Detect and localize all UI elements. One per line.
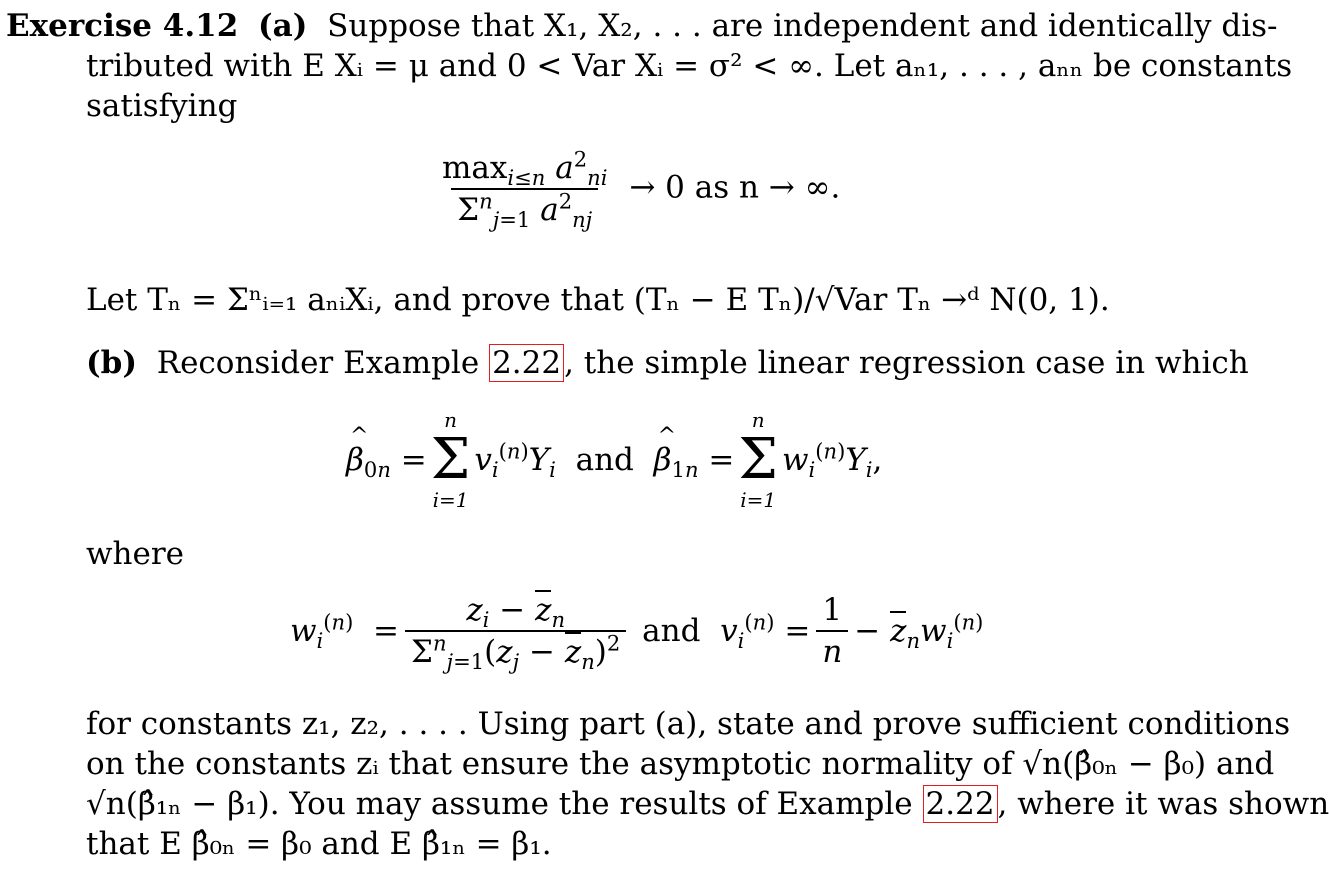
part-b-closing-line3: √n(β̂₁ₙ − β₁). You may assume the results of Example 2.22, where it was shown — [86, 786, 1329, 822]
part-a-line1: Suppose that X₁, X₂, . . . are independent and identically dis- — [327, 8, 1278, 44]
condition-tail: → 0 as n → ∞. — [629, 169, 841, 206]
exercise-label: Exercise 4.12 — [6, 8, 239, 44]
estimator-equation: ^ $\beta_{0n}$ = n Σ i=1 $v_i^{(n)}Y_i$ and ^ $\beta_{1n}$ = n Σ i=1 $w_i^{(n)}Y_i$, — [346, 408, 882, 512]
part-a-line2: tributed with E Xᵢ = μ and 0 < Var Xᵢ = σ² < ∞. Let aₙ₁, . . . , aₙₙ be constants — [86, 48, 1293, 84]
part-b-closing-line4: that E β̂₀ₙ = β₀ and E β̂₁ₙ = β₁. — [86, 826, 552, 862]
where-label: where — [86, 536, 185, 572]
part-b-closing-line2: on the constants zᵢ that ensure the asymptotic normality of √n(β̂₀ₙ − β₀) and — [86, 746, 1275, 782]
condition-equation — [430, 146, 841, 233]
weights-equation: $w_i^{(n)}$ = $\frac{z_i - z_n}{\Sigma^n_{j=1}(z_j - z_n)^2}$ and $v_i^{(n)}$ = $\frac{1}{n}$ − $z_nw_i^{(n)}$ — [290, 592, 984, 675]
part-a-line3: satisfying — [86, 88, 238, 124]
part-a-let-line: Let Tₙ = Σⁿᵢ₌₁ aₙᵢXᵢ, and prove that (Tₙ − E Tₙ)/√Var Tₙ →ᵈ N(0, 1). — [86, 282, 1110, 318]
part-a-label: (a) — [258, 8, 308, 44]
part-b-closing-line1: for constants z₁, z₂, . . . . Using part (a), state and prove sufficient conditions — [86, 706, 1291, 742]
exercise-first-line — [6, 8, 1278, 44]
part-b-label: (b) — [86, 345, 138, 381]
example-ref-link-2[interactable]: 2.22 — [923, 785, 998, 823]
condition-fraction: $\frac{\max_{i\le n} a^2_{ni}}{\Sigma^n_{j=1} a^2_{nj}}$ — [442, 146, 608, 233]
example-ref-link[interactable]: 2.22 — [489, 344, 564, 382]
part-b-line1: (b) Reconsider Example 2.22, the simple linear regression case in which — [86, 345, 1249, 381]
